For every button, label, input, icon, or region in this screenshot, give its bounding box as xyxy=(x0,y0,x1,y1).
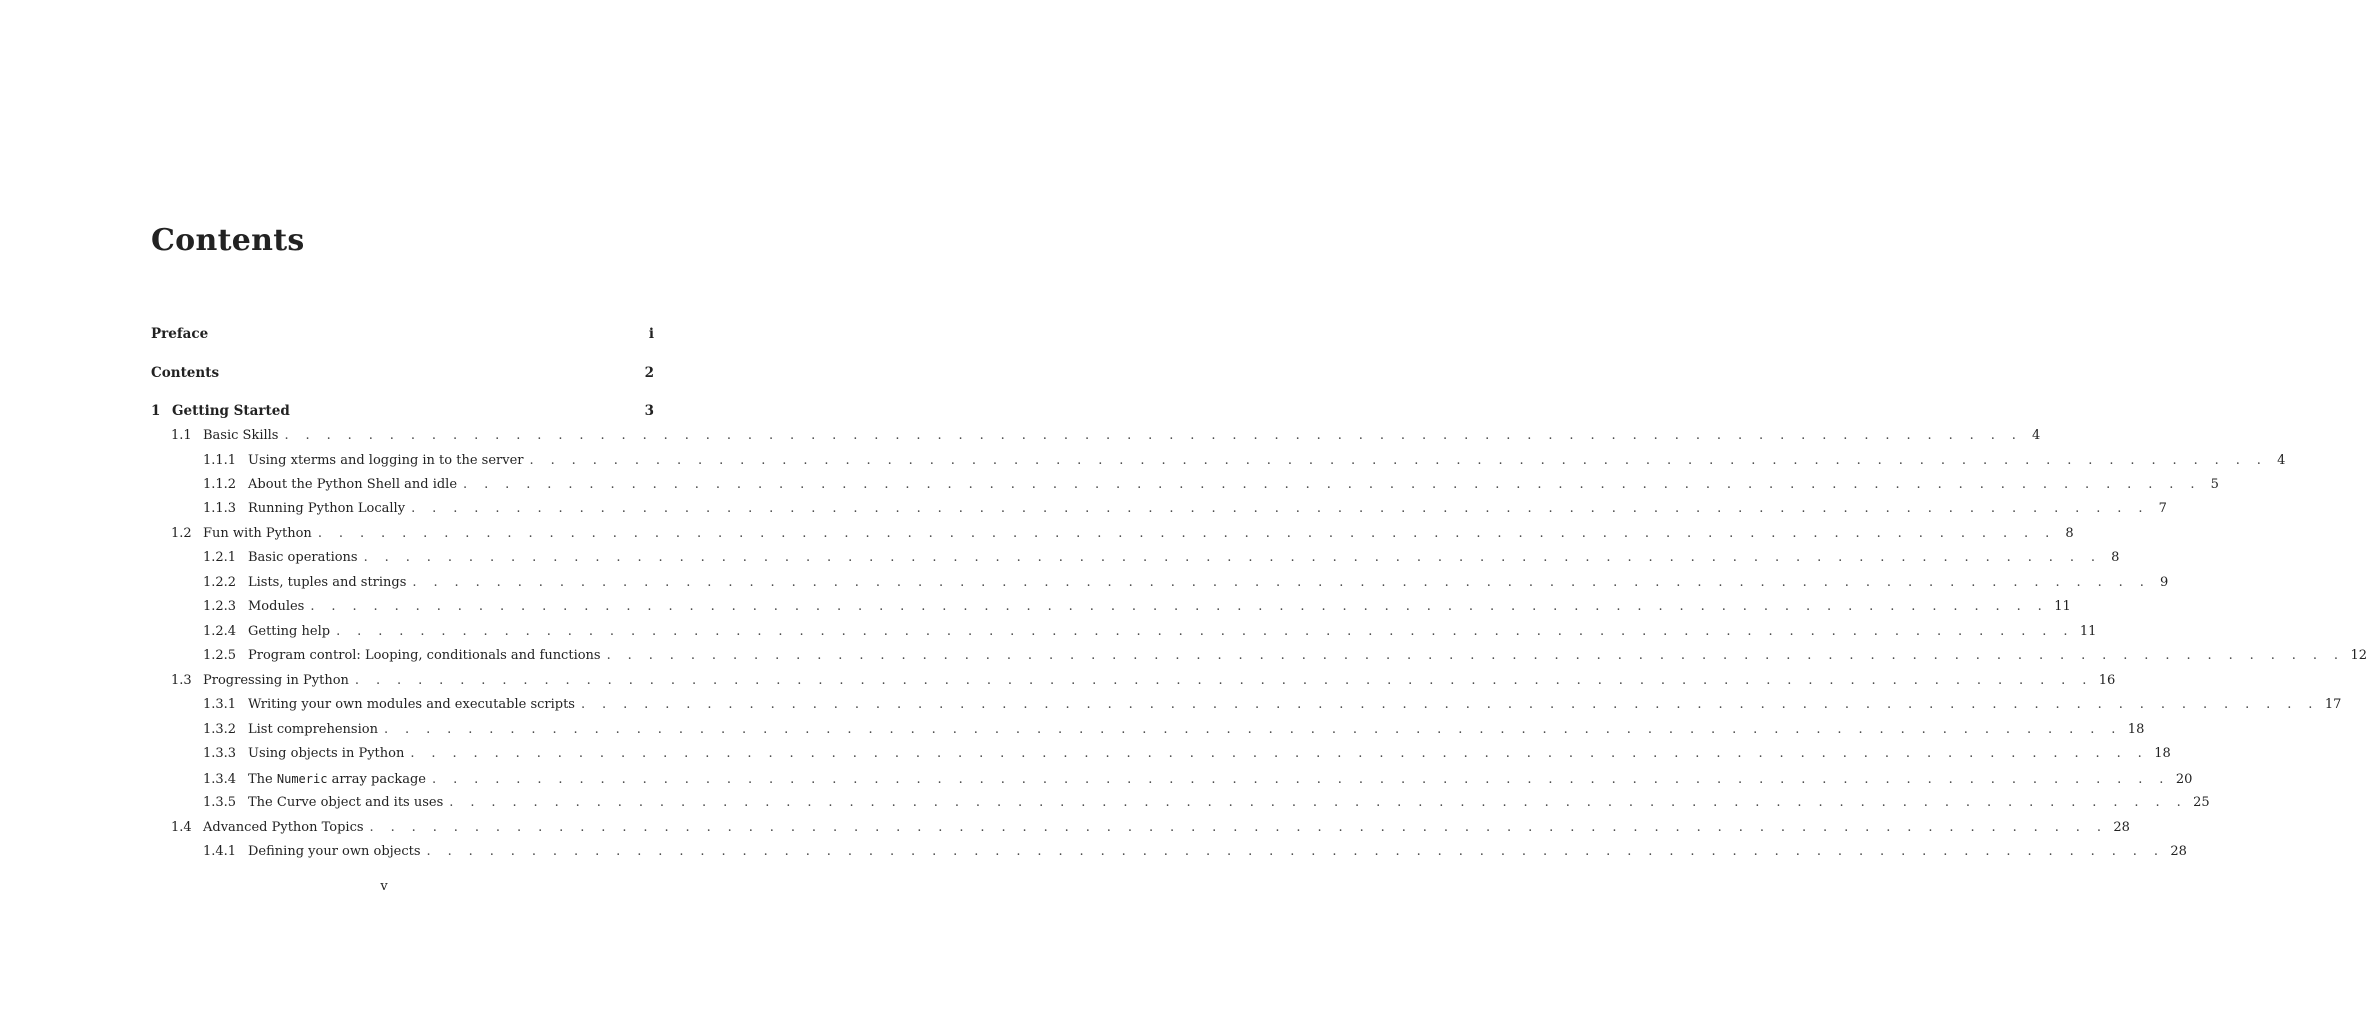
toc-dot-leader: . . . . . . . . . . . . . . . . . . . . . . . . . . . . . . . . . . . . . . . . . . . . . . . . . . . . . . . . . . . . . . . . . . . . . . . . . . . . . . . . . . . xyxy=(449,795,2188,810)
toc-section-entry[interactable] xyxy=(151,818,2130,838)
toc-subsection-entry[interactable] xyxy=(151,597,2071,617)
toc-entry-number: 1.2.4 xyxy=(203,624,237,639)
toc-entry-number: 1.2 xyxy=(171,526,192,541)
toc-entry-page: 5 xyxy=(2210,477,2219,492)
toc-entry-label xyxy=(248,769,426,790)
toc-subsection-entry[interactable] xyxy=(151,499,2167,519)
toc-entry-page: 9 xyxy=(2159,575,2169,590)
toc-dot-leader: . . . . . . . . . . . . . . . . . . . . . . . . . . . . . . . . . . . . . . . . . . . . . . . . . . . . . . . . . . . . . . . . . . . . . . . . . . . . . . . . . . . xyxy=(606,648,2345,663)
toc-entry-label: Program control: Looping, conditionals and functions xyxy=(248,648,601,663)
toc-subsection-entry[interactable] xyxy=(151,475,2219,495)
toc-entry-number: 1.3.3 xyxy=(203,746,237,761)
toc-entry-page: 28 xyxy=(2113,820,2130,835)
toc-entry-page: i xyxy=(648,326,654,342)
toc-subsection-entry[interactable] xyxy=(151,744,2171,764)
toc-dot-leader: . . . . . . . . . . . . . . . . . . . . . . . . . . . . . . . . . . . . . . . . . . . . . . . . . . . . . . . . . . . . . . . . . . . . . . . . . . . . . . . . . . . xyxy=(463,477,2201,492)
toc-entry-label: List comprehension xyxy=(248,722,378,737)
toc-subsection-entry[interactable] xyxy=(151,769,2193,789)
toc-entry-page: 8 xyxy=(2065,526,2074,541)
toc-dot-leader: . . . . . . . . . . . . . . . . . . . . . . . . . . . . . . . . . . . . . . . . . . . . . . . . . . . . . . . . . . . . . . . . . . . . . . . . . . . . . . . . . . . xyxy=(410,746,2149,761)
toc-entry-number: 1.1 xyxy=(171,428,192,443)
toc-entry-label-prefix: The xyxy=(248,772,277,787)
toc-entry-page: 20 xyxy=(2175,772,2193,787)
toc-dot-leader: . . . . . . . . . . . . . . . . . . . . . . . . . . . . . . . . . . . . . . . . . . . . . . . . . . . . . . . . . . . . . . . . . . . . . . . . . . . . . . . . . . . xyxy=(432,772,2170,787)
toc-entry-label-code: Numeric xyxy=(276,772,328,786)
toc-subsection-entry[interactable] xyxy=(151,720,2145,740)
toc-subsection-entry[interactable] xyxy=(151,573,2169,593)
toc-entry-page: 12 xyxy=(2350,648,2367,663)
toc-entry-page: 3 xyxy=(644,403,654,419)
toc-subsection-entry[interactable] xyxy=(151,646,2367,666)
toc-entry-page: 4 xyxy=(2032,428,2041,443)
toc-entry-label: Defining your own objects xyxy=(248,844,421,859)
toc-entry-number: 1.1.3 xyxy=(203,501,237,516)
toc-entry-page: 16 xyxy=(2098,673,2116,688)
toc-entry-label: Modules xyxy=(248,599,305,614)
toc-entry-page: 25 xyxy=(2193,795,2210,810)
toc-entry-label: Advanced Python Topics xyxy=(203,820,364,835)
toc-entry-page: 11 xyxy=(2079,624,2097,639)
toc-subsection-entry[interactable] xyxy=(151,451,2286,471)
toc-entry-label: Basic operations xyxy=(248,550,358,565)
toc-entry-page: 4 xyxy=(2277,453,2286,468)
toc-dot-leader: . . . . . . . . . . . . . . . . . . . . . . . . . . . . . . . . . . . . . . . . . . . . . . . . . . . . . . . . . . . . . . . . . . . . . . . . . . . . . . . . . . . xyxy=(411,501,2149,516)
toc-entry-label: Writing your own modules and executable scripts xyxy=(248,697,575,712)
toc-entry-page: 7 xyxy=(2158,501,2167,516)
toc-entry-number: 1.3.1 xyxy=(203,697,237,712)
toc-entry-number: 1.3 xyxy=(171,673,192,688)
toc-chapter-entry[interactable] xyxy=(151,363,654,383)
toc-section-entry[interactable] xyxy=(151,671,2116,691)
toc-entry-number: 1.4 xyxy=(171,820,192,835)
toc-entry-page: 2 xyxy=(644,365,654,381)
toc-subsection-entry[interactable] xyxy=(151,548,2120,568)
toc-dot-leader: . . . . . . . . . . . . . . . . . . . . . . . . . . . . . . . . . . . . . . . . . . . . . . . . . . . . . . . . . . . . . . . . . . . . . . . . . . . . . . . . . . . xyxy=(336,624,2074,639)
toc-entry-label: Preface xyxy=(151,326,209,342)
toc-dot-leader: . . . . . . . . . . . . . . . . . . . . . . . . . . . . . . . . . . . . . . . . . . . . . . . . . . . . . . . . . . . . . . . . . . . . . . . . . . . . . . . . . . . xyxy=(369,820,2108,835)
toc-entry-label: Getting Started xyxy=(172,403,290,419)
toc-chapter-entry[interactable] xyxy=(151,324,654,344)
toc-entry-page: 8 xyxy=(2111,550,2120,565)
toc-entry-label: Progressing in Python xyxy=(203,673,349,688)
toc-entry-page: 11 xyxy=(2054,599,2071,614)
toc-entry-page: 17 xyxy=(2324,697,2342,712)
toc-section-entry[interactable] xyxy=(151,426,2041,446)
toc-entry-label: Getting help xyxy=(248,624,331,639)
toc-subsection-entry[interactable] xyxy=(151,842,2187,862)
toc-dot-leader: . . . . . . . . . . . . . . . . . . . . . . . . . . . . . . . . . . . . . . . . . . . . . . . . . . . . . . . . . . . . . . . . . . . . . . . . . . . . . . . . . . . xyxy=(363,550,2102,565)
toc-dot-leader: . . . . . . . . . . . . . . . . . . . . . . . . . . . . . . . . . . . . . . . . . . . . . . . . . . . . . . . . . . . . . . . . . . . . . . . . . . . . . . . . . . . xyxy=(383,722,2122,737)
toc-entry-number: 1.1.1 xyxy=(203,453,237,468)
toc-entry-label-suffix: array package xyxy=(327,772,426,787)
toc-entry-number: 1.4.1 xyxy=(203,844,237,859)
toc-entry-label: Using xterms and logging in to the server xyxy=(248,453,524,468)
toc-dot-leader: . . . . . . . . . . . . . . . . . . . . . . . . . . . . . . . . . . . . . . . . . . . . . . . . . . . . . . . . . . . . . . . . . . . . . . . . . . . . . . . . . . . xyxy=(317,526,2056,541)
toc-entry-number: 1.2.5 xyxy=(203,648,237,663)
toc-entry-number: 1.2.2 xyxy=(203,575,237,590)
toc-entry-label: Fun with Python xyxy=(203,526,312,541)
toc-subsection-entry[interactable] xyxy=(151,695,2342,715)
toc-dot-leader: . . . . . . . . . . . . . . . . . . . . . . . . . . . . . . . . . . . . . . . . . . . . . . . . . . . . . . . . . . . . . . . . . . . . . . . . . . . . . . . . . . . xyxy=(284,428,2023,443)
toc-entry-number: 1.3.2 xyxy=(203,722,237,737)
toc-dot-leader: . . . . . . . . . . . . . . . . . . . . . . . . . . . . . . . . . . . . . . . . . . . . . . . . . . . . . . . . . . . . . . . . . . . . . . . . . . . . . . . . . . . xyxy=(310,599,2049,614)
toc-entry-number: 1.2.1 xyxy=(203,550,237,565)
toc-entry-label: Using objects in Python xyxy=(248,746,405,761)
toc-dot-leader: . . . . . . . . . . . . . . . . . . . . . . . . . . . . . . . . . . . . . . . . . . . . . . . . . . . . . . . . . . . . . . . . . . . . . . . . . . . . . . . . . . . xyxy=(426,844,2165,859)
page-title: Contents xyxy=(151,223,305,258)
toc-dot-leader: . . . . . . . . . . . . . . . . . . . . . . . . . . . . . . . . . . . . . . . . . . . . . . . . . . . . . . . . . . . . . . . . . . . . . . . . . . . . . . . . . . . xyxy=(580,697,2319,712)
toc-entry-number: 1.1.2 xyxy=(203,477,237,492)
toc-entry-label: About the Python Shell and idle xyxy=(248,477,458,492)
toc-dot-leader: . . . . . . . . . . . . . . . . . . . . . . . . . . . . . . . . . . . . . . . . . . . . . . . . . . . . . . . . . . . . . . . . . . . . . . . . . . . . . . . . . . . xyxy=(412,575,2151,590)
toc-subsection-entry[interactable] xyxy=(151,793,2210,813)
toc-entry-label: Running Python Locally xyxy=(248,501,406,516)
toc-dot-leader: . . . . . . . . . . . . . . . . . . . . . . . . . . . . . . . . . . . . . . . . . . . . . . . . . . . . . . . . . . . . . . . . . . . . . . . . . . . . . . . . . . . xyxy=(354,673,2093,688)
toc-entry-number: 1.3.5 xyxy=(203,795,237,810)
toc-entry-number: 1.3.4 xyxy=(203,772,237,787)
toc-entry-label: Basic Skills xyxy=(203,428,279,443)
toc-chapter-entry[interactable] xyxy=(151,401,654,421)
toc-entry-label: Lists, tuples and strings xyxy=(248,575,407,590)
toc-dot-leader: . . . . . . . . . . . . . . . . . . . . . . . . . . . . . . . . . . . . . . . . . . . . . . . . . . . . . . . . . . . . . . . . . . . . . . . . . . . . . . . . . . . xyxy=(529,453,2268,468)
toc-entry-label: The Curve object and its uses xyxy=(248,795,444,810)
toc-entry-label: Contents xyxy=(151,365,220,381)
toc-entry-number: 1.2.3 xyxy=(203,599,237,614)
toc-subsection-entry[interactable] xyxy=(151,622,2097,642)
toc-entry-page: 28 xyxy=(2170,844,2187,859)
page-number: v xyxy=(380,879,388,894)
toc-entry-number: 1 xyxy=(151,403,161,419)
toc-entry-page: 18 xyxy=(2127,722,2145,737)
toc-section-entry[interactable] xyxy=(151,524,2074,544)
toc-entry-page: 18 xyxy=(2154,746,2171,761)
